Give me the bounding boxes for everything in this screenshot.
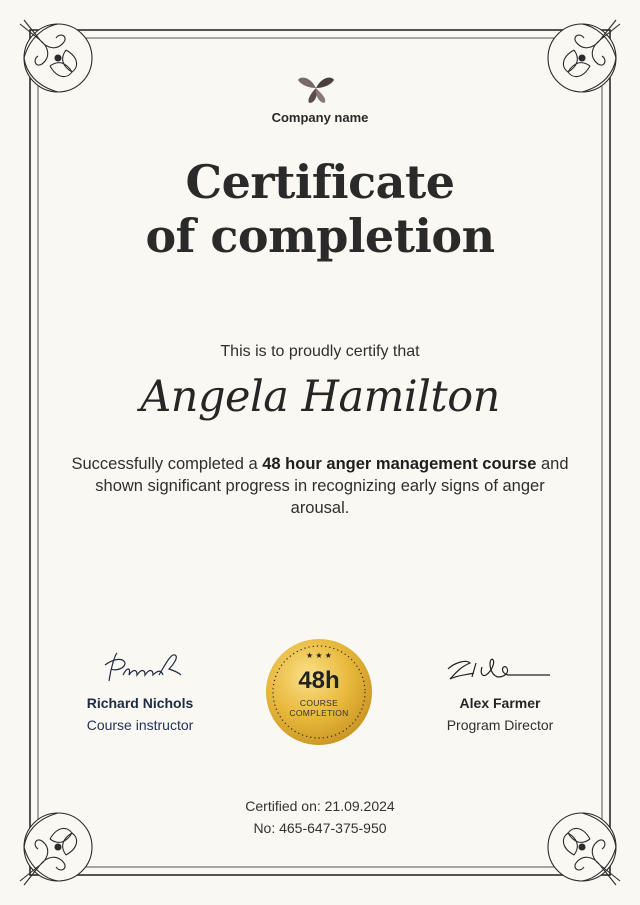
recipient-name: Angela Hamilton: [140, 372, 500, 422]
seal-line-1: COURSE: [299, 698, 339, 708]
title-line-1: Certificate: [185, 155, 455, 209]
certificate-title: [0, 155, 640, 263]
signer-name-alex: Alex Farmer: [459, 695, 541, 711]
certified-date: Certified on: 21.09.2024: [245, 798, 395, 814]
signer-name-richard: Richard Nichols: [86, 695, 194, 711]
company-logo-icon: [296, 72, 336, 104]
company-name: Company name: [271, 110, 369, 125]
course-completion-seal: [265, 638, 373, 746]
signer-director: [405, 645, 595, 733]
signer-role-richard: Course instructor: [86, 717, 194, 733]
signer-role-alex: Program Director: [446, 717, 554, 733]
signature-alex-farmer: [440, 645, 560, 689]
seal-hours: 48h: [298, 667, 340, 694]
description-course: 48 hour anger management course: [262, 455, 537, 473]
seal-line-2: COMPLETION: [289, 708, 349, 718]
completion-description: [70, 453, 570, 519]
seal-stars-icon: ★ ★ ★: [306, 651, 332, 660]
certificate-number: No: 465-647-375-950: [253, 820, 387, 836]
seal-text: [265, 638, 373, 746]
signer-instructor: [45, 645, 235, 733]
certificate-footer: [0, 795, 640, 839]
description-part-2: and shown significant progress in recognizing early signs of anger arousal.: [95, 455, 569, 517]
title-line-2: of completion: [145, 209, 495, 263]
signature-richard-nichols: [95, 645, 185, 689]
certify-lead-text: This is to proudly certify that: [220, 343, 420, 360]
description-part-1: Successfully completed a: [71, 455, 263, 473]
